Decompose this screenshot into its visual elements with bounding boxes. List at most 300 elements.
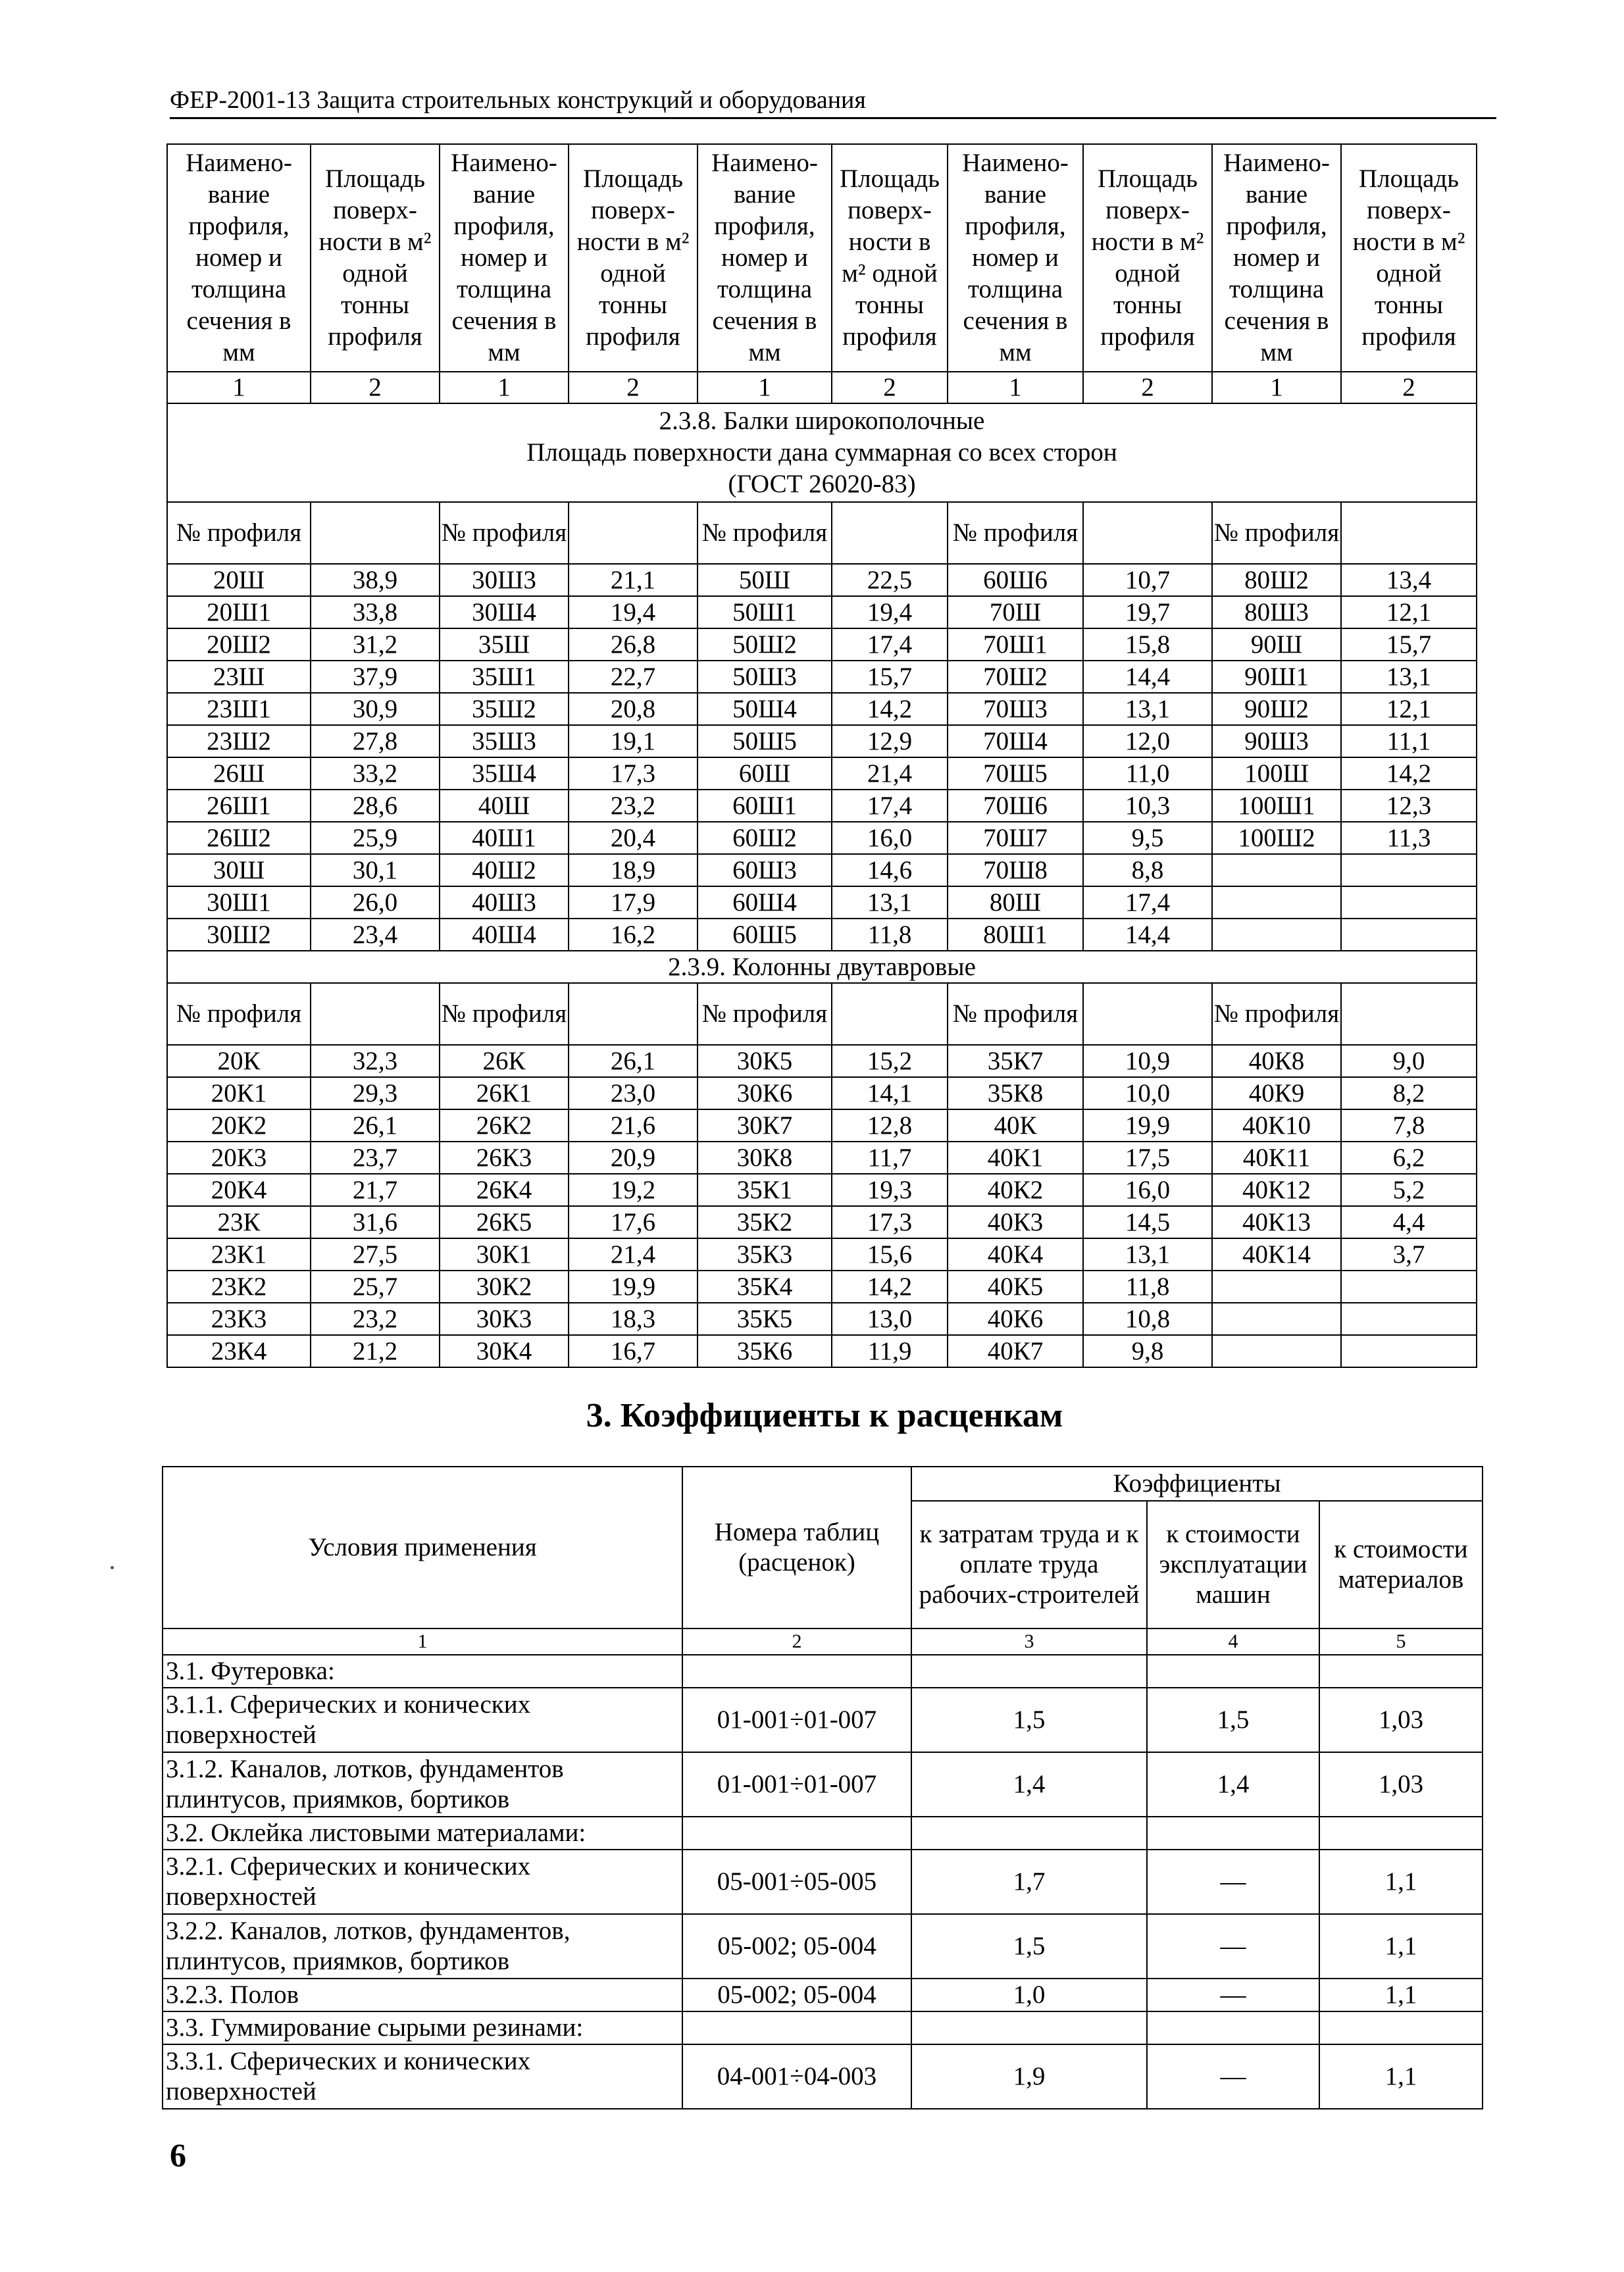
area-cell: 23,7 xyxy=(311,1142,440,1174)
condition-cell: 3.3. Гуммирование сырыми резинами: xyxy=(163,2011,682,2044)
profile-cell: 60Ш6 xyxy=(948,564,1083,596)
area-cell xyxy=(1341,1303,1477,1335)
page-number: 6 xyxy=(170,2136,186,2173)
table-row xyxy=(167,854,1477,886)
profile-cell: 100Ш1 xyxy=(1212,790,1341,822)
column-number: 4 xyxy=(1147,1628,1319,1655)
area-cell: 14,6 xyxy=(832,854,948,886)
machines-coefficient-cell: 1,4 xyxy=(1147,1752,1319,1817)
profile-header-cell: № профиля xyxy=(698,502,832,564)
profile-cell: 40К12 xyxy=(1212,1174,1341,1206)
area-cell: 15,8 xyxy=(1083,628,1212,661)
profile-cell: 35К2 xyxy=(698,1206,832,1238)
area-cell: 30,1 xyxy=(311,854,440,886)
table-row xyxy=(167,596,1477,628)
table-numbers-cell: 04-001÷04-003 xyxy=(682,2044,911,2109)
profile-cell xyxy=(1212,854,1341,886)
profile-cell: 40К xyxy=(948,1109,1083,1142)
area-cell: 31,2 xyxy=(311,628,440,661)
area-cell: 33,2 xyxy=(311,757,440,790)
column-number: 1 xyxy=(1212,372,1341,403)
profile-cell: 40К7 xyxy=(948,1335,1083,1367)
area-cell: 27,5 xyxy=(311,1238,440,1271)
profile-cell: 26К3 xyxy=(440,1142,569,1174)
area-cell: 17,4 xyxy=(832,628,948,661)
section-heading-row xyxy=(167,403,1477,502)
area-cell: 17,4 xyxy=(832,790,948,822)
area-cell: 12,0 xyxy=(1083,725,1212,757)
area-cell: 21,4 xyxy=(569,1238,698,1271)
profile-cell: 60Ш3 xyxy=(698,854,832,886)
table-numbers-cell: 01-001÷01-007 xyxy=(682,1752,911,1817)
profile-cell: 35К7 xyxy=(948,1045,1083,1077)
profile-cell: 35Ш xyxy=(440,628,569,661)
profile-cell: 80Ш3 xyxy=(1212,596,1341,628)
table-row xyxy=(167,564,1477,596)
table-row xyxy=(167,661,1477,693)
area-cell: 21,4 xyxy=(832,757,948,790)
header-area: Площадь поверх-ности в м² одной тонны профиля xyxy=(1341,144,1477,372)
table-numbers-cell: 05-001÷05-005 xyxy=(682,1850,911,1914)
area-cell: 32,3 xyxy=(311,1045,440,1077)
machines-coefficient-cell: — xyxy=(1147,1914,1319,1979)
table-row xyxy=(167,1174,1477,1206)
profile-cell: 90Ш2 xyxy=(1212,693,1341,725)
table-row xyxy=(167,757,1477,790)
area-cell: 28,6 xyxy=(311,790,440,822)
area-cell: 38,9 xyxy=(311,564,440,596)
area-cell: 6,2 xyxy=(1341,1142,1477,1174)
labor-coefficient-cell xyxy=(911,1655,1147,1688)
profile-cell: 30К2 xyxy=(440,1271,569,1303)
column-number: 2 xyxy=(1083,372,1212,403)
area-cell: 21,6 xyxy=(569,1109,698,1142)
column-number: 1 xyxy=(167,372,311,403)
profile-cell xyxy=(1212,886,1341,919)
table-row xyxy=(163,2044,1483,2109)
table-row xyxy=(167,1109,1477,1142)
profile-cell: 40Ш2 xyxy=(440,854,569,886)
area-cell xyxy=(1341,886,1477,919)
profile-cell: 40К3 xyxy=(948,1206,1083,1238)
profile-cell: 30Ш1 xyxy=(167,886,311,919)
area-cell: 19,2 xyxy=(569,1174,698,1206)
profile-header-cell: № профиля xyxy=(440,502,569,564)
materials-coefficient-cell: 1,03 xyxy=(1319,1688,1483,1752)
header-profile: Наимено-вание профиля, номер и толщина сечения в мм xyxy=(167,144,311,372)
profile-cell: 80Ш2 xyxy=(1212,564,1341,596)
table-row xyxy=(163,1655,1483,1688)
profile-cell: 23Ш xyxy=(167,661,311,693)
table-numbers-cell: 05-002; 05-004 xyxy=(682,1979,911,2011)
area-cell: 5,2 xyxy=(1341,1174,1477,1206)
profile-cell: 40К14 xyxy=(1212,1238,1341,1271)
profile-cell: 40К2 xyxy=(948,1174,1083,1206)
header-coefficients: Коэффициенты xyxy=(911,1467,1483,1501)
area-cell: 11,0 xyxy=(1083,757,1212,790)
area-cell: 15,2 xyxy=(832,1045,948,1077)
profile-header-cell: № профиля xyxy=(948,502,1083,564)
profile-cell: 50Ш4 xyxy=(698,693,832,725)
condition-cell: 3.3.1. Сферических и конических поверхностей xyxy=(163,2044,682,2109)
profile-cell: 70Ш7 xyxy=(948,822,1083,854)
profile-cell: 23К1 xyxy=(167,1238,311,1271)
materials-coefficient-cell: 1,1 xyxy=(1319,1914,1483,1979)
area-cell: 12,8 xyxy=(832,1109,948,1142)
profile-cell: 35К3 xyxy=(698,1238,832,1271)
header-profile: Наимено-вание профиля, номер и толщина сечения в мм xyxy=(1212,144,1341,372)
area-cell: 18,3 xyxy=(569,1303,698,1335)
area-cell: 16,0 xyxy=(832,822,948,854)
area-cell: 22,5 xyxy=(832,564,948,596)
area-cell: 19,1 xyxy=(569,725,698,757)
area-cell: 19,3 xyxy=(832,1174,948,1206)
condition-cell: 3.2.2. Каналов, лотков, фундаментов, плинтусов, приямков, бортиков xyxy=(163,1914,682,1979)
profile-cell xyxy=(1212,919,1341,951)
section-heading-line: Площадь поверхности дана суммарная со всех сторон xyxy=(526,438,1117,467)
area-cell: 8,2 xyxy=(1341,1077,1477,1109)
machines-coefficient-cell xyxy=(1147,2011,1319,2044)
table-row xyxy=(167,919,1477,951)
area-cell xyxy=(1341,1271,1477,1303)
area-cell: 19,4 xyxy=(569,596,698,628)
profile-cell: 26Ш2 xyxy=(167,822,311,854)
machines-coefficient-cell: — xyxy=(1147,1979,1319,2011)
column-number: 5 xyxy=(1319,1628,1483,1655)
area-cell: 14,1 xyxy=(832,1077,948,1109)
profile-cell: 40К5 xyxy=(948,1271,1083,1303)
area-cell: 23,0 xyxy=(569,1077,698,1109)
area-cell: 19,4 xyxy=(832,596,948,628)
area-cell: 17,9 xyxy=(569,886,698,919)
area-cell: 17,3 xyxy=(832,1206,948,1238)
profile-header-cell xyxy=(569,983,698,1045)
area-cell: 9,0 xyxy=(1341,1045,1477,1077)
machines-coefficient-cell: — xyxy=(1147,2044,1319,2109)
profile-cell: 40К10 xyxy=(1212,1109,1341,1142)
area-cell: 9,8 xyxy=(1083,1335,1212,1367)
profile-header-cell xyxy=(569,502,698,564)
profile-cell: 70Ш4 xyxy=(948,725,1083,757)
header-table-numbers: Номера таблиц (расценок) xyxy=(682,1467,911,1628)
profile-cell: 60Ш xyxy=(698,757,832,790)
profile-cell: 90Ш xyxy=(1212,628,1341,661)
labor-coefficient-cell: 1,4 xyxy=(911,1752,1147,1817)
profile-cell: 40Ш4 xyxy=(440,919,569,951)
area-cell: 26,8 xyxy=(569,628,698,661)
area-cell: 21,1 xyxy=(569,564,698,596)
profile-cell: 30К4 xyxy=(440,1335,569,1367)
area-cell: 11,8 xyxy=(832,919,948,951)
materials-coefficient-cell: 1,1 xyxy=(1319,2044,1483,2109)
table-row xyxy=(167,1303,1477,1335)
labor-coefficient-cell: 1,7 xyxy=(911,1850,1147,1914)
header-machines-coefficient: к стоимости эксплуатации машин xyxy=(1147,1501,1319,1628)
column-number-row xyxy=(163,1628,1483,1655)
header-area: Площадь поверх-ности в м² одной тонны профиля xyxy=(311,144,440,372)
profile-cell: 40К6 xyxy=(948,1303,1083,1335)
labor-coefficient-cell: 1,0 xyxy=(911,1979,1147,2011)
table-numbers-cell xyxy=(682,1655,911,1688)
area-cell: 21,2 xyxy=(311,1335,440,1367)
profile-cell: 70Ш6 xyxy=(948,790,1083,822)
profile-area-table xyxy=(166,143,1477,1368)
labor-coefficient-cell: 1,5 xyxy=(911,1914,1147,1979)
area-cell: 19,7 xyxy=(1083,596,1212,628)
table-row xyxy=(167,725,1477,757)
area-cell: 23,2 xyxy=(311,1303,440,1335)
column-number: 1 xyxy=(698,372,832,403)
column-number: 1 xyxy=(948,372,1083,403)
table-row xyxy=(163,1850,1483,1914)
table-numbers-cell: 05-002; 05-004 xyxy=(682,1914,911,1979)
profile-cell: 35Ш2 xyxy=(440,693,569,725)
profile-cell: 80Ш xyxy=(948,886,1083,919)
profile-header-cell xyxy=(1083,983,1212,1045)
area-cell xyxy=(1341,854,1477,886)
area-cell: 15,7 xyxy=(1341,628,1477,661)
section-heading-row xyxy=(167,951,1477,983)
area-cell: 29,3 xyxy=(311,1077,440,1109)
labor-coefficient-cell: 1,9 xyxy=(911,2044,1147,2109)
header-labor-coefficient: к затратам труда и к оплате труда рабочих-строителей xyxy=(911,1501,1147,1628)
area-cell: 31,6 xyxy=(311,1206,440,1238)
header-area: Площадь поверх-ности в м² одной тонны профиля xyxy=(569,144,698,372)
section-heading-line: 2.3.8. Балки широкополочные xyxy=(659,407,985,435)
profile-cell: 100Ш2 xyxy=(1212,822,1341,854)
profile-cell xyxy=(1212,1271,1341,1303)
area-cell xyxy=(1341,1335,1477,1367)
column-number: 1 xyxy=(163,1628,682,1655)
column-number-row xyxy=(167,372,1477,403)
area-cell: 19,9 xyxy=(1083,1109,1212,1142)
table-row xyxy=(163,2011,1483,2044)
profile-cell: 40К8 xyxy=(1212,1045,1341,1077)
table-row xyxy=(167,1142,1477,1174)
condition-cell: 3.1.1. Сферических и конических поверхностей xyxy=(163,1688,682,1752)
profile-header-cell xyxy=(311,983,440,1045)
area-cell: 9,5 xyxy=(1083,822,1212,854)
profile-cell: 35К5 xyxy=(698,1303,832,1335)
profile-cell: 30К5 xyxy=(698,1045,832,1077)
profile-cell: 26К1 xyxy=(440,1077,569,1109)
profile-cell: 20К xyxy=(167,1045,311,1077)
area-cell: 21,7 xyxy=(311,1174,440,1206)
profile-cell xyxy=(1212,1303,1341,1335)
profile-cell: 30Ш xyxy=(167,854,311,886)
table-row xyxy=(167,886,1477,919)
profile-cell: 30К3 xyxy=(440,1303,569,1335)
profile-header-cell xyxy=(1341,983,1477,1045)
condition-cell: 3.2.3. Полов xyxy=(163,1979,682,2011)
profile-cell: 35К6 xyxy=(698,1335,832,1367)
running-header: ФЕР-2001-13 Защита строительных конструкций и оборудования xyxy=(170,84,1496,119)
area-cell: 12,1 xyxy=(1341,596,1477,628)
profile-cell: 23К xyxy=(167,1206,311,1238)
profile-cell: 50Ш1 xyxy=(698,596,832,628)
table-row xyxy=(167,693,1477,725)
condition-cell: 3.2. Оклейка листовыми материалами: xyxy=(163,1817,682,1850)
profile-cell: 26К5 xyxy=(440,1206,569,1238)
area-cell: 14,5 xyxy=(1083,1206,1212,1238)
table-numbers-cell xyxy=(682,1817,911,1850)
coefficients-table xyxy=(162,1466,1483,2109)
profile-cell: 100Ш xyxy=(1212,757,1341,790)
profile-cell: 40К11 xyxy=(1212,1142,1341,1174)
profile-cell: 35Ш4 xyxy=(440,757,569,790)
profile-cell: 26Ш1 xyxy=(167,790,311,822)
profile-cell: 70Ш5 xyxy=(948,757,1083,790)
profile-header-cell xyxy=(311,502,440,564)
area-cell: 13,1 xyxy=(1341,661,1477,693)
header-profile: Наимено-вание профиля, номер и толщина сечения в мм xyxy=(948,144,1083,372)
area-cell: 11,1 xyxy=(1341,725,1477,757)
profile-cell: 70Ш3 xyxy=(948,693,1083,725)
area-cell: 25,7 xyxy=(311,1271,440,1303)
condition-cell: 3.2.1. Сферических и конических поверхностей xyxy=(163,1850,682,1914)
materials-coefficient-cell xyxy=(1319,2011,1483,2044)
profile-cell: 30К7 xyxy=(698,1109,832,1142)
profile-cell: 40К1 xyxy=(948,1142,1083,1174)
area-cell xyxy=(1341,919,1477,951)
profile-cell: 26К2 xyxy=(440,1109,569,1142)
profile-cell: 23Ш2 xyxy=(167,725,311,757)
profile-header-row xyxy=(167,983,1477,1045)
profile-cell: 26К xyxy=(440,1045,569,1077)
area-cell: 11,3 xyxy=(1341,822,1477,854)
profile-cell: 30Ш4 xyxy=(440,596,569,628)
profile-cell: 30К6 xyxy=(698,1077,832,1109)
profile-header-cell xyxy=(832,502,948,564)
area-cell: 14,2 xyxy=(1341,757,1477,790)
area-cell: 37,9 xyxy=(311,661,440,693)
area-cell: 13,1 xyxy=(832,886,948,919)
area-cell: 16,0 xyxy=(1083,1174,1212,1206)
profile-header-cell xyxy=(1083,502,1212,564)
profile-header-row xyxy=(167,502,1477,564)
area-cell: 20,8 xyxy=(569,693,698,725)
profile-cell: 20К4 xyxy=(167,1174,311,1206)
area-cell: 26,0 xyxy=(311,886,440,919)
labor-coefficient-cell: 1,5 xyxy=(911,1688,1147,1752)
table-numbers-cell: 01-001÷01-007 xyxy=(682,1688,911,1752)
profile-cell: 20Ш xyxy=(167,564,311,596)
area-cell: 17,5 xyxy=(1083,1142,1212,1174)
labor-coefficient-cell xyxy=(911,2011,1147,2044)
profile-cell: 20К1 xyxy=(167,1077,311,1109)
area-cell: 26,1 xyxy=(311,1109,440,1142)
profile-cell: 60Ш2 xyxy=(698,822,832,854)
profile-cell: 35Ш3 xyxy=(440,725,569,757)
area-cell: 10,9 xyxy=(1083,1045,1212,1077)
table-header-row xyxy=(167,144,1477,372)
area-cell: 15,7 xyxy=(832,661,948,693)
area-cell: 8,8 xyxy=(1083,854,1212,886)
table-row xyxy=(167,1271,1477,1303)
profile-cell: 70Ш xyxy=(948,596,1083,628)
area-cell: 17,3 xyxy=(569,757,698,790)
area-cell: 10,3 xyxy=(1083,790,1212,822)
section-title: 3. Коэффициенты к расценкам xyxy=(586,1397,1063,1434)
area-cell: 23,2 xyxy=(569,790,698,822)
profile-cell: 80Ш1 xyxy=(948,919,1083,951)
area-cell: 13,1 xyxy=(1083,693,1212,725)
area-cell: 18,9 xyxy=(569,854,698,886)
profile-cell: 30Ш2 xyxy=(167,919,311,951)
profile-cell: 20Ш2 xyxy=(167,628,311,661)
header-materials-coefficient: к стоимости материалов xyxy=(1319,1501,1483,1628)
section-heading-line: (ГОСТ 26020-83) xyxy=(728,470,916,498)
materials-coefficient-cell: 1,1 xyxy=(1319,1979,1483,2011)
table-row xyxy=(163,1979,1483,2011)
area-cell: 10,7 xyxy=(1083,564,1212,596)
area-cell: 27,8 xyxy=(311,725,440,757)
table-row xyxy=(163,1688,1483,1752)
profile-cell: 20К2 xyxy=(167,1109,311,1142)
machines-coefficient-cell xyxy=(1147,1655,1319,1688)
materials-coefficient-cell: 1,03 xyxy=(1319,1752,1483,1817)
profile-cell: 60Ш4 xyxy=(698,886,832,919)
area-cell: 16,7 xyxy=(569,1335,698,1367)
area-cell: 22,7 xyxy=(569,661,698,693)
header-area: Площадь поверх-ности в м² одной тонны профиля xyxy=(1083,144,1212,372)
area-cell: 11,9 xyxy=(832,1335,948,1367)
area-cell: 15,6 xyxy=(832,1238,948,1271)
profile-header-cell: № профиля xyxy=(1212,502,1341,564)
column-number: 2 xyxy=(832,372,948,403)
condition-cell: 3.1.2. Каналов, лотков, фундаментов плинтусов, приямков, бортиков xyxy=(163,1752,682,1817)
area-cell: 20,4 xyxy=(569,822,698,854)
header-area: Площадь поверх-ности в м² одной тонны профиля xyxy=(832,144,948,372)
area-cell: 10,8 xyxy=(1083,1303,1212,1335)
area-cell: 33,8 xyxy=(311,596,440,628)
area-cell: 14,4 xyxy=(1083,919,1212,951)
header-profile: Наимено-вание профиля, номер и толщина сечения в мм xyxy=(698,144,832,372)
profile-header-cell xyxy=(832,983,948,1045)
profile-cell: 90Ш3 xyxy=(1212,725,1341,757)
area-cell: 26,1 xyxy=(569,1045,698,1077)
profile-cell: 20Ш1 xyxy=(167,596,311,628)
profile-cell xyxy=(1212,1335,1341,1367)
area-cell: 13,1 xyxy=(1083,1238,1212,1271)
profile-header-cell: № профиля xyxy=(1212,983,1341,1045)
area-cell: 13,0 xyxy=(832,1303,948,1335)
profile-cell: 60Ш5 xyxy=(698,919,832,951)
area-cell: 20,9 xyxy=(569,1142,698,1174)
profile-cell: 70Ш8 xyxy=(948,854,1083,886)
profile-cell: 26Ш xyxy=(167,757,311,790)
column-number: 2 xyxy=(1341,372,1477,403)
profile-cell: 20К3 xyxy=(167,1142,311,1174)
table-row xyxy=(167,628,1477,661)
profile-cell: 30К1 xyxy=(440,1238,569,1271)
column-number: 1 xyxy=(440,372,569,403)
area-cell: 14,2 xyxy=(832,693,948,725)
area-cell: 12,1 xyxy=(1341,693,1477,725)
profile-cell: 50Ш5 xyxy=(698,725,832,757)
table-row xyxy=(163,1752,1483,1817)
profile-cell: 26К4 xyxy=(440,1174,569,1206)
column-number: 2 xyxy=(682,1628,911,1655)
table-row xyxy=(163,1914,1483,1979)
profile-cell: 23Ш1 xyxy=(167,693,311,725)
table-row xyxy=(167,1206,1477,1238)
area-cell: 23,4 xyxy=(311,919,440,951)
profile-cell: 50Ш3 xyxy=(698,661,832,693)
area-cell: 12,3 xyxy=(1341,790,1477,822)
section-heading-beams xyxy=(167,403,1477,502)
profile-cell: 50Ш xyxy=(698,564,832,596)
